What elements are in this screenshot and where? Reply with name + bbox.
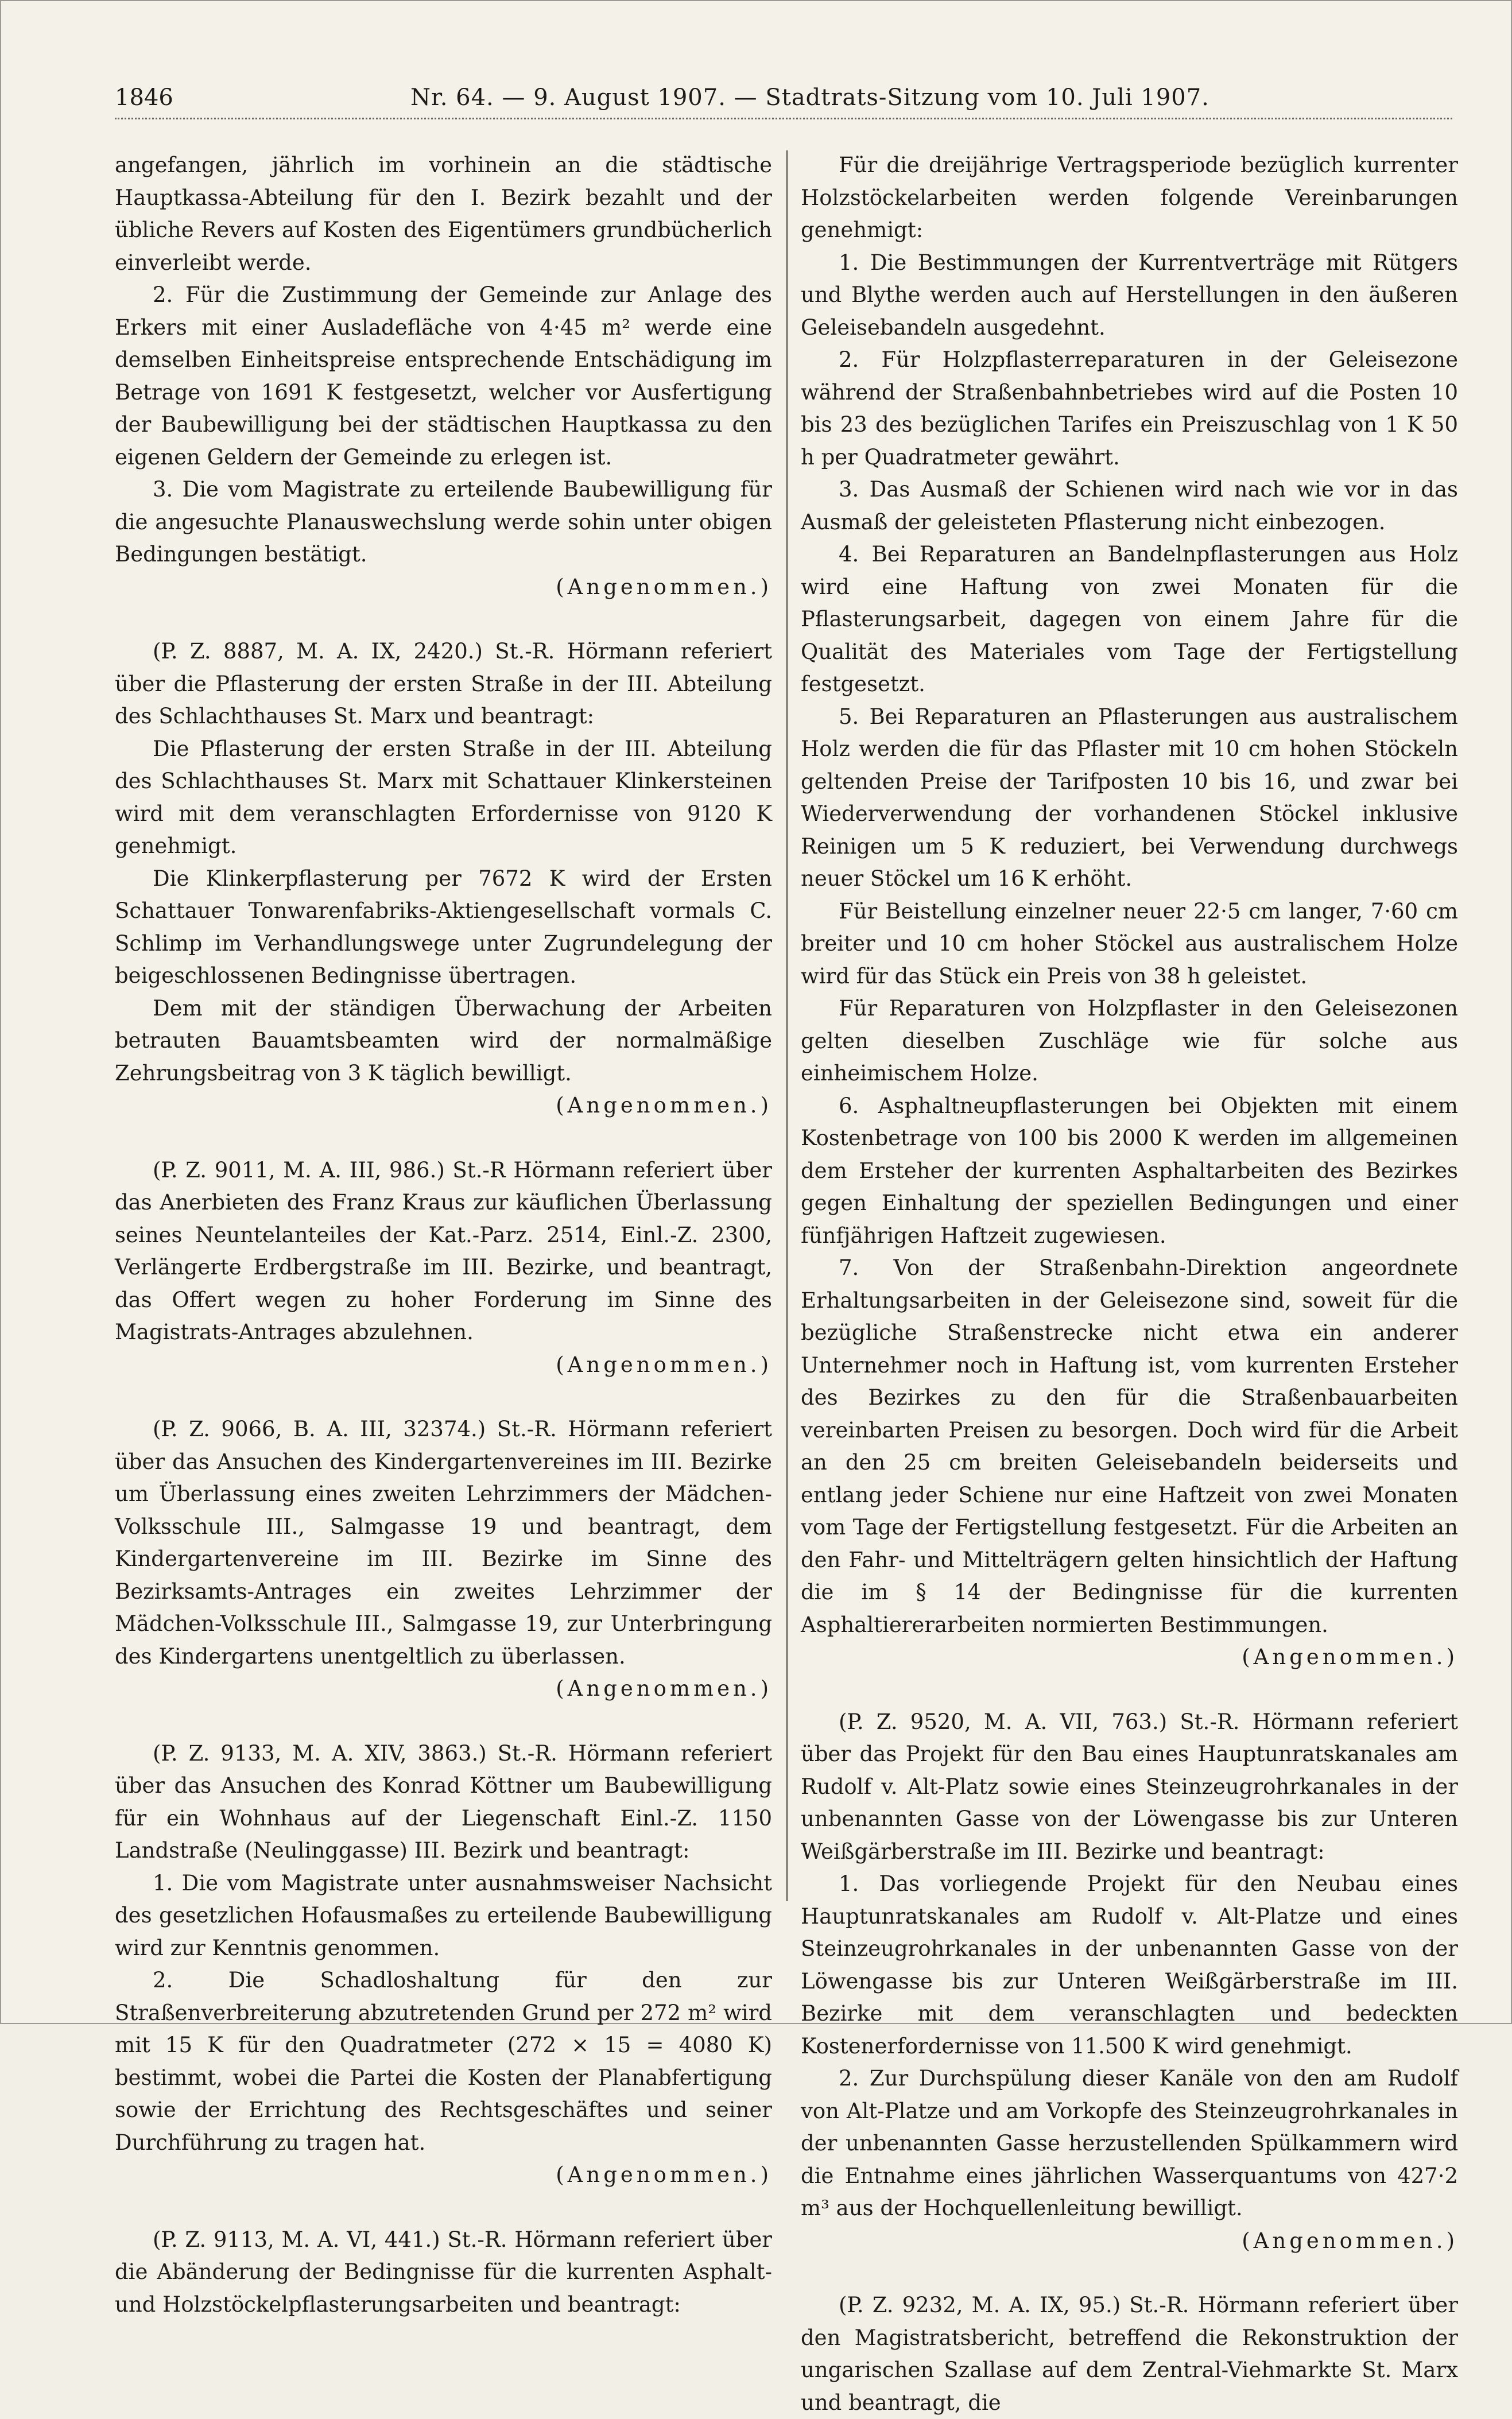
right-column [801,149,1458,2419]
paragraph: Für Reparaturen von Holzpflaster in den Geleisezonen gelten dieselben Zuschläge wie für solche aus einheimischem Holze. [801,996,1458,1086]
paragraph: Die Pflasterung der ersten Straße in der III. Abteilung des Schlachthauses St. Marx mit Schattauer Klinkersteinen wird mit dem veranschlagten Erfordernisse von 9120 K genehmigt. [115,736,772,858]
paragraph: 7. Von der Straßenbahn-Direktion angeordnete Erhaltungsarbeiten in der Geleisezone sind, soweit für die bezügliche Straßenstrecke nicht etwa ein anderer Unternehmer noch in Haftung ist, vom kurrenten Ersteher des Bezirkes zu den für die Straßenbauarbeiten vereinbarten Preisen zu besorgen. Doch wird für die Arbeit an den 25 cm breiten Geleisebandeln beiderseits und entlang jeder Schiene nur eine Haftzeit von zwei Monaten vom Tage der Fertigstellung festgesetzt. Für die Arbeiten an den Fahr- und Mittelträgern gelten hinsichtlich der Haftung die im § 14 der Bedingnisse für die kurrenten Asphaltiererarbeiten normierten Bestimmungen. [801,1255,1458,1637]
paragraph: (P. Z. 9011, M. A. III, 986.) St.-R Hörmann referiert über das Anerbieten des Franz Kraus zur käuflichen Überlassung seines Neuntelanteiles der Kat.-Parz. 2514, Einl.-Z. 2300, Verlängerte Erdbergstraße im III. Bezirke, und beantragt, das Offert wegen zu hoher Forderung im Sinne des Magistrats-Antrages abzulehnen. [115,1157,772,1344]
header-rule [115,118,1452,119]
paragraph: (P. Z. 9520, M. A. VII, 763.) St.-R. Hörmann referiert über das Projekt für den Bau eines Hauptunratskanales am Rudolf v. Alt-Platz sowie eines Steinzeugrohrkanales in der unbenannten Gasse von der Löwengasse bis zur Unteren Weißgärberstraße im III. Bezirke und beantragt: [801,1709,1458,1864]
column-divider [786,150,788,1901]
paragraph: 2. Für Holzpflasterreparaturen in der Geleisezone während der Straßenbahnbetriebes wird auf die Posten 10 bis 23 des bezüglichen Tarifes ein Preiszuschlag von 1 K 50 h per Quadratmeter gewährt. [801,347,1458,470]
paragraph: Dem mit der ständigen Überwachung der Arbeiten betrauten Bauamtsbeamten wird der normalmäßige Zehrungsbeitrag von 3 K täglich bewilligt. [115,995,772,1086]
paragraph: 2. Für die Zustimmung der Gemeinde zur Anlage des Erkers mit einer Ausladefläche von 4·45 m² werde eine demselben Einheitspreise entsprechende Entschädigung im Betrage von 1691 K festgesetzt, welcher vor Ausfertigung der Baubewilligung bei der städtischen Hauptkassa zu den eigenen Geldern der Gemeinde zu erlegen ist. [115,282,772,470]
paragraph: Für Beistellung einzelner neuer 22·5 cm langer, 7·60 cm breiter und 10 cm hoher Stöckel aus australischem Holze wird für das Stück ein Preis von 38 h geleistet. [801,898,1458,988]
accepted-note: (Angenommen.) [556,1093,772,1118]
paragraph: (P. Z. 9066, B. A. III, 32374.) St.-R. Hörmann referiert über das Ansuchen des Kindergartenvereines im III. Bezirke um Überlassung eines zweiten Lehrzimmers der Mädchen-Volksschule III., Salmgasse 19 und beantragt, dem Kindergartenvereine im III. Bezirke im Sinne des Bezirksamts-Antrages ein zweites Lehrzimmer der Mädchen-Volksschule III., Salmgasse 19, zur Unterbringung des Kindergartens unentgeltlich zu überlassen. [115,1417,772,1669]
accepted-note: (Angenommen.) [1242,1645,1458,1669]
paragraph: Für die dreijährige Vertragsperiode bezüglich kurrenter Holzstöckelarbeiten werden folgende Vereinbarungen genehmigt: [801,153,1458,242]
page-header [115,80,1452,115]
paragraph: (P. Z. 9133, M. A. XIV, 3863.) St.-R. Hörmann referiert über das Ansuchen des Konrad Köttner um Baubewilligung für ein Wohnhaus auf der Liegenschaft Einl.-Z. 1150 Landstraße (Neulinggasse) III. Bezirk und beantragt: [115,1740,772,1863]
paragraph: 3. Die vom Magistrate zu erteilende Baubewilligung für die angesuchte Planauswechslung werde sohin unter obigen Bedingungen bestätigt. [115,477,772,567]
accepted-note: (Angenommen.) [556,574,772,599]
accepted-note: (Angenommen.) [556,1676,772,1701]
paragraph: 4. Bei Reparaturen an Bandelnpflasterungen aus Holz wird eine Haftung von zwei Monaten für die Pflasterungsarbeit, dagegen von einem Jahre für die Qualität des Materiales vom Tage der Fertigstellung festgesetzt. [801,542,1458,696]
paragraph: (P. Z. 8887, M. A. IX, 2420.) St.-R. Hörmann referiert über die Pflasterung der ersten Straße in der III. Abteilung des Schlachthauses St. Marx und beantragt: [115,639,772,728]
accepted-note: (Angenommen.) [1242,2228,1458,2253]
paragraph: 1. Die Bestimmungen der Kurrentverträge mit Rütgers und Blythe werden auch auf Herstellungen in den äußeren Geleisebandeln ausgedehnt. [801,250,1458,340]
paragraph: Die Klinkerpflasterung per 7672 K wird der Ersten Schattauer Tonwarenfabriks-Aktiengesellschaft vormals C. Schlimp im Verhandlungswege unter Zugrundelegung der beigeschlossenen Bedingnisse übertragen. [115,866,772,988]
paragraph: 1. Die vom Magistrate unter ausnahmsweiser Nachsicht des gesetzlichen Hofausmaßes zu erteilende Baubewilligung wird zur Kenntnis genommen. [115,1870,772,1960]
paragraph: angefangen, jährlich im vorhinein an die städtische Hauptkassa-Abteilung für den I. Bezirk bezahlt und der übliche Revers auf Kosten des Eigentümers grundbücherlich einverleibt werde. [115,153,772,275]
issue-line: Nr. 64. — 9. August 1907. — Stadtrats-Sitzung vom 10. Juli 1907. [410,84,1209,111]
paragraph: 5. Bei Reparaturen an Pflasterungen aus australischem Holz werden die für das Pflaster mit 10 cm hohen Stöckeln geltenden Preise der Tarifposten 10 bis 16, und zwar bei Wiederverwendung der vorhandenen Stöckel inklusive Reinigen um 5 K reduziert, bei Verwendung durchwegs neuer Stöckel um 16 K erhöht. [801,704,1458,891]
accepted-note: (Angenommen.) [556,1352,772,1377]
paragraph: (P. Z. 9113, M. A. VI, 441.) St.-R. Hörmann referiert über die Abänderung der Bedingnisse für die kurrenten Asphalt- und Holzstöckelpflasterungsarbeiten und beantragt: [115,2227,772,2317]
page-number: 1846 [115,84,173,111]
paragraph: 3. Das Ausmaß der Schienen wird nach wie vor in das Ausmaß der geleisteten Pflasterung nicht einbezogen. [801,477,1458,534]
paragraph: 2. Zur Durchspülung dieser Kanäle von den am Rudolf von Alt-Platze und am Vorkopfe des Steinzeugrohrkanales in der unbenannten Gasse herzustellenden Spülkammern wird die Entnahme eines jährlichen Wasserquantums von 427·2 m³ aus der Hochquellenleitung bewilligt. [801,2066,1458,2220]
paragraph: 1. Das vorliegende Projekt für den Neubau eines Hauptunratskanales am Rudolf v. Alt-Platze und eines Steinzeugrohrkanales in der unbenannten Gasse von der Löwengasse bis zur Unteren Weißgärberstraße im III. Bezirke mit dem veranschlagten und bedeckten Kostenerfordernisse von 11.500 K wird genehmigt. [801,1871,1458,2059]
paragraph: (P. Z. 9232, M. A. IX, 95.) St.-R. Hörmann referiert über den Magistratsbericht, betreffend die Rekonstruktion der ungarischen Szallase auf dem Zentral-Viehmarkte St. Marx und beantragt, die [801,2293,1458,2415]
accepted-note: (Angenommen.) [556,2162,772,2187]
paragraph: 6. Asphaltneupflasterungen bei Objekten mit einem Kostenbetrage von 100 bis 2000 K werden im allgemeinen dem Ersteher der kurrenten Asphaltarbeiten des Bezirkes gegen Einhaltung der speziellen Bedingungen und einer fünfjährigen Haftzeit zugewiesen. [801,1093,1458,1248]
left-column [115,149,772,2321]
paragraph: 2. Die Schadloshaltung für den zur Straßenverbreiterung abzutretenden Grund per 272 m² wird mit 15 K für den Quadratmeter (272 × 15 = 4080 K) bestimmt, wobei die Partei die Kosten der Planabfertigung sowie der Errichtung des Rechtsgeschäftes und seiner Durchführung zu tragen hat. [115,1968,772,2155]
